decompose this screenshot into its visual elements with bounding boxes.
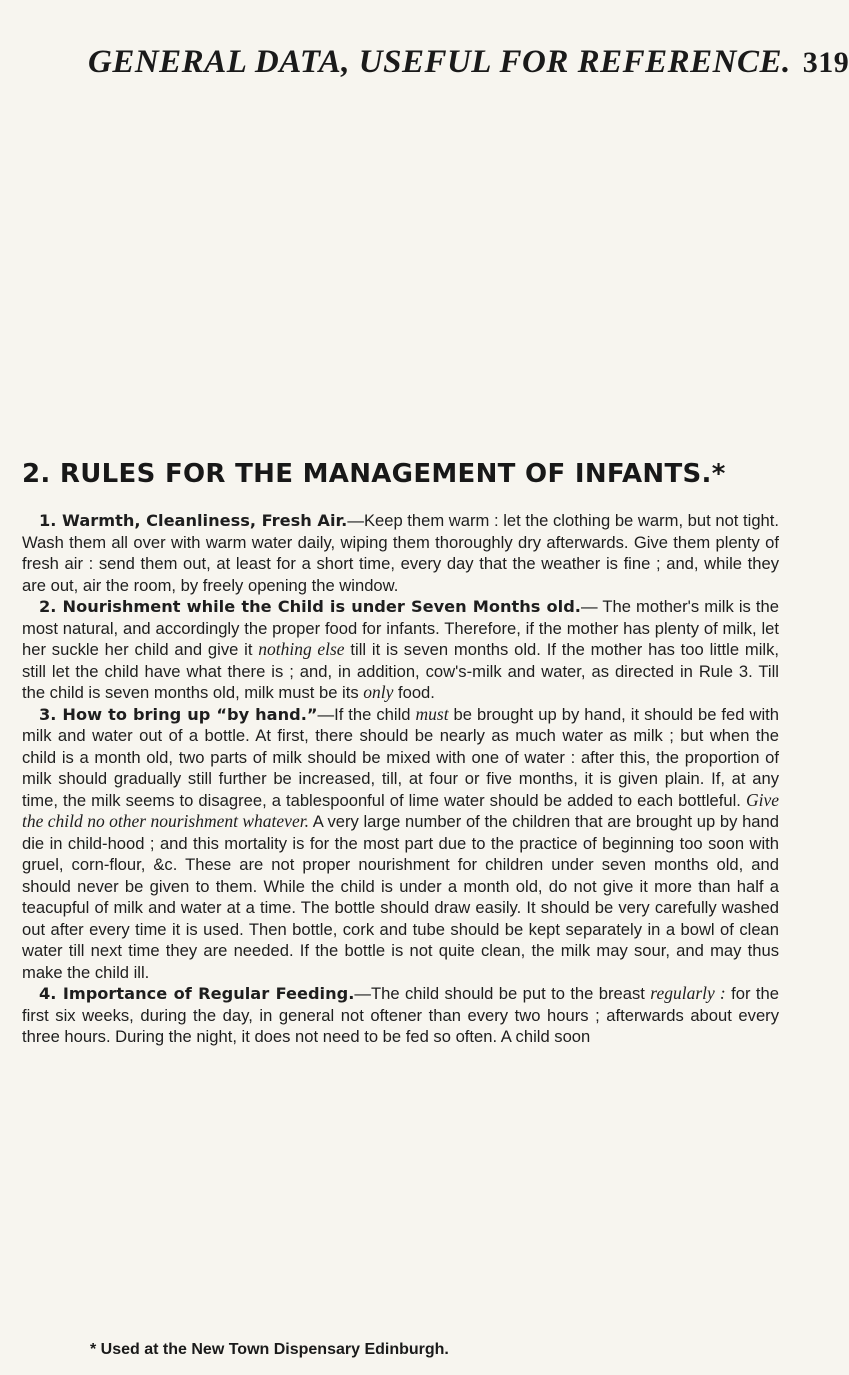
rule-4-emphasis-a: regularly : (650, 983, 726, 1003)
rules-body (22, 510, 779, 1048)
rule-3-text-c: A very large number of the children that are brought up by hand die in child-hood ; and this mortality is for the most part due to the practice of beginning too soon with gruel, corn-flour, &c. These are not proper nourishment for children under seven months old, and should never be given to them. While the child is under a month old, do not give it more than half a teacupful of milk and water at a time. The bottle should draw easily. It should be very carefully washed out after every time it is used. Then bottle, cork and tube should be kept separately in a bowl of clean water till next time they are needed. If the bottle is not quite clean, the milk may sour, and may thus make the child ill. (22, 812, 779, 982)
rule-3 (22, 704, 779, 984)
rule-1-heading: 1. Warmth, Cleanliness, Fresh Air. (39, 511, 348, 530)
rule-2-emphasis-b: only (363, 682, 394, 702)
rule-4-text-a: —The child should be put to the breast (354, 984, 651, 1003)
rule-4-heading: 4. Importance of Regular Feeding. (39, 984, 355, 1003)
rule-3-text-a: —If the child (317, 704, 416, 724)
rule-2-emphasis-a: nothing else (258, 639, 345, 659)
rule-1 (22, 510, 779, 596)
rule-2-text-c: food. (393, 683, 435, 702)
running-head (88, 44, 849, 81)
running-head-title: GENERAL DATA, USEFUL FOR REFERENCE. (88, 44, 791, 80)
rule-1-text: —Keep them warm : let the clothing be warm, but not tight. Wash them all over with warm water daily, wiping them thoroughly dry afterwards. Give them plenty of fresh air : send them out, at least for a short time, every day that the weather is fine ; and, while they are out, air the room, by freely opening the window. (22, 511, 779, 595)
rule-4-text-b: for the first six weeks, during the day, in general not oftener than every two hours ; afterwards about every three hours. During the night, it does not need to be fed so often. A child soon (22, 984, 779, 1046)
rule-3-emphasis-b: Give the child no other nourishment whatever. (22, 789, 779, 831)
rule-3-emphasis-a: must (415, 703, 449, 724)
rule-2 (22, 596, 779, 704)
page-number: 319 (802, 46, 849, 79)
footnote: * Used at the New Town Dispensary Edinburgh. (90, 1341, 449, 1358)
rule-3-text-b: be brought up by hand, it should be fed with milk and water out of a bottle. At first, there should be nearly as much water as milk ; but when the child is a month old, two parts of milk should be mixed with one of water : after this, the proportion of milk should gradually still further be increased, till, at four or five months, it is given plain. If, at any time, the milk seems to disagree, a tablespoonful of lime water should be added to each bottleful. (22, 704, 779, 810)
rule-2-text-a: — The mother's milk is the most natural, and accordingly the proper food for infants. Therefore, if the mother has plenty of milk, let her suckle her child and give it (22, 597, 779, 659)
rule-4 (22, 983, 779, 1048)
rule-2-text-b: till it is seven months old. If the mother has too little milk, still let the child have what there is ; and, in addition, cow's-milk and water, as directed in Rule 3. Till the child is seven months old, milk must be its (22, 640, 780, 702)
rule-3-heading: 3. How to bring up “by hand.” (39, 704, 318, 724)
section-title: 2. RULES FOR THE MANAGEMENT OF INFANTS.* (22, 459, 726, 489)
rule-2-heading: 2. Nourishment while the Child is under Seven Months old. (39, 597, 581, 616)
